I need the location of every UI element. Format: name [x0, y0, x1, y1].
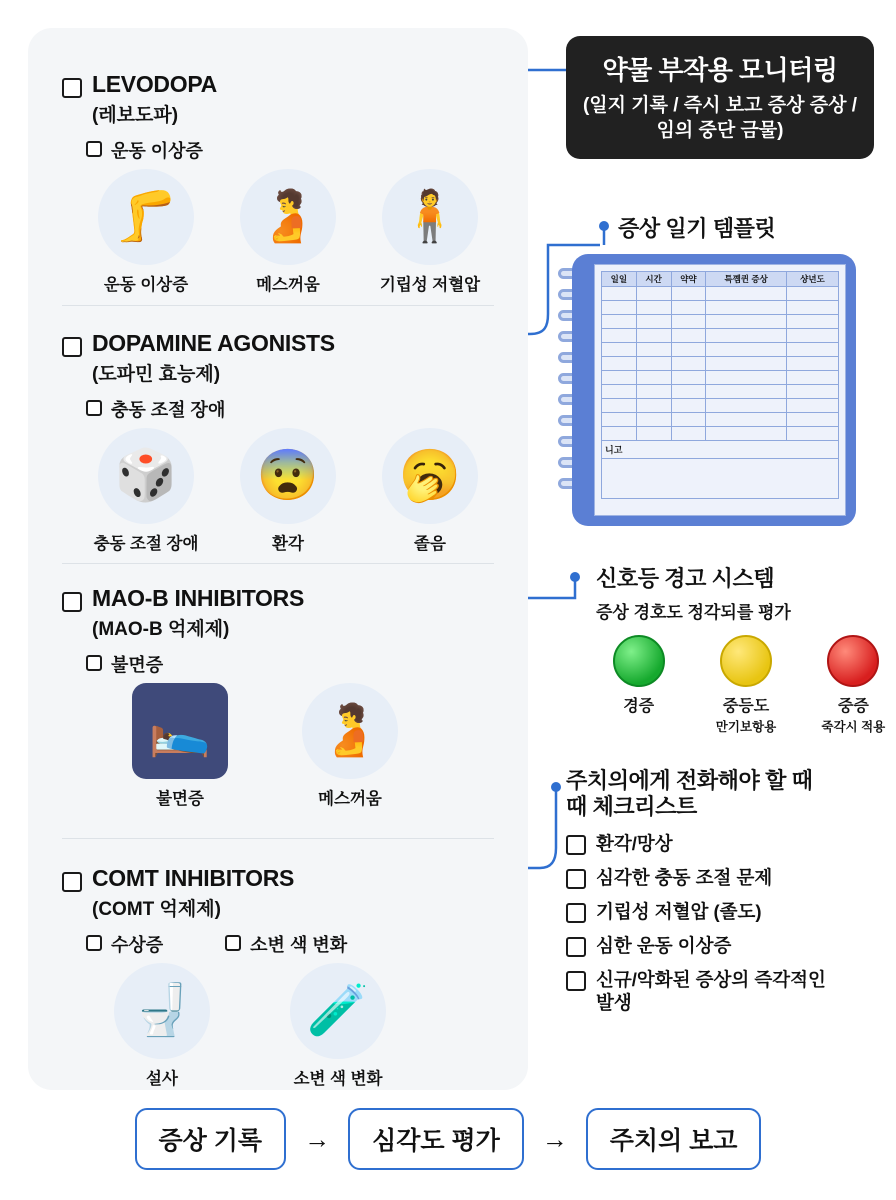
symptom-header: [28, 137, 528, 163]
symptom-icon-item: [368, 428, 492, 554]
symptom-icon-row: [28, 428, 528, 554]
diary-table: [601, 271, 839, 441]
light-sub: 죽각시 적용: [821, 720, 886, 734]
toilet-icon: 🚽: [114, 963, 210, 1059]
drug-checkbox[interactable]: [62, 78, 82, 98]
drug-checkbox[interactable]: [62, 592, 82, 612]
diary-cell[interactable]: [602, 385, 637, 399]
symptom-icon-item: [226, 428, 350, 554]
diary-cell[interactable]: [786, 301, 838, 315]
diary-cell[interactable]: [636, 413, 671, 427]
diary-row[interactable]: [602, 287, 839, 301]
symptom-label: 불면증: [111, 654, 164, 675]
insomnia-bed-icon: 🛌: [132, 683, 228, 779]
icon-caption: 설사: [146, 1069, 178, 1088]
diary-cell[interactable]: [636, 385, 671, 399]
stomach-nausea-icon: 🫄: [302, 683, 398, 779]
symptom-checkbox[interactable]: [86, 400, 102, 416]
diary-cell[interactable]: [671, 357, 706, 371]
diary-note-label: 니고: [601, 441, 839, 459]
symptom-checkbox[interactable]: [86, 141, 102, 157]
symptom-label: 충동 조절 장애: [111, 399, 226, 420]
flow-step-record[interactable]: 증상 기록: [135, 1108, 287, 1170]
shaking-legs-icon: 🦵: [98, 169, 194, 265]
diary-cell[interactable]: [786, 329, 838, 343]
diary-cell[interactable]: [636, 301, 671, 315]
drug-header: [28, 866, 528, 921]
symptom-label: 운동 이상증: [111, 140, 203, 161]
diary-row[interactable]: [602, 357, 839, 371]
drug-name: MAO-B INHIBITORS: [92, 585, 304, 611]
drug-group-dopamine-agonists: [28, 331, 528, 554]
flow-step-report[interactable]: 주치의 보고: [586, 1108, 762, 1170]
diary-col-header: 특꼠퀸 증상: [706, 272, 787, 287]
diary-col-header: 시간: [636, 272, 671, 287]
symptom-icon-item: [226, 169, 350, 295]
symptom-icon-item: [84, 169, 208, 295]
diary-cell[interactable]: [602, 413, 637, 427]
urine-sample-icon: 🧪: [290, 963, 386, 1059]
diary-cell[interactable]: [786, 315, 838, 329]
page-subtitle: (일지 기록 / 즉시 보고 증상 증상 / 임의 중단 금물): [582, 95, 858, 142]
icon-caption: 메스꺼움: [256, 275, 320, 294]
light-label: 경증: [623, 698, 655, 715]
call-doctor-section: [566, 768, 878, 1015]
symptom-diary-template: [556, 254, 856, 534]
checklist-checkbox[interactable]: [566, 971, 586, 991]
light-label: 중증: [837, 698, 869, 715]
icon-caption: 메스꺼움: [318, 789, 382, 808]
drug-name: LEVODOPA: [92, 71, 217, 97]
checklist-checkbox[interactable]: [566, 937, 586, 957]
symptom-header: [86, 931, 163, 957]
icon-caption: 소변 색 변화: [293, 1069, 383, 1088]
icon-caption: 불면증: [156, 789, 204, 808]
workflow-steps: [0, 1108, 896, 1170]
diary-cell[interactable]: [786, 385, 838, 399]
diary-row[interactable]: [602, 399, 839, 413]
diary-section-title: 증상 일기 템플릿: [618, 216, 776, 241]
diary-header-row: [602, 272, 839, 287]
diary-cell[interactable]: [786, 287, 838, 301]
diary-cell[interactable]: [786, 371, 838, 385]
light-sub: 만기보항용: [715, 720, 777, 734]
yellow-light-icon: [720, 635, 772, 687]
traffic-light-moderate[interactable]: [703, 635, 788, 735]
diary-cell[interactable]: [636, 427, 671, 441]
traffic-subtitle: 증상 경호도 정각되를 평가: [596, 603, 791, 622]
drug-name: DOPAMINE AGONISTS: [92, 330, 335, 356]
yawning-icon: 🥱: [382, 428, 478, 524]
flow-arrow-icon: →: [304, 1123, 331, 1154]
diary-cell[interactable]: [706, 357, 787, 371]
diary-cell[interactable]: [706, 413, 787, 427]
checklist-item[interactable]: [566, 832, 878, 855]
diary-cell[interactable]: [636, 315, 671, 329]
diary-row[interactable]: [602, 413, 839, 427]
diary-cell[interactable]: [602, 343, 637, 357]
diary-cell[interactable]: [671, 287, 706, 301]
diary-cell[interactable]: [786, 413, 838, 427]
diary-cell[interactable]: [636, 329, 671, 343]
diary-cell[interactable]: [786, 357, 838, 371]
diary-row[interactable]: [602, 385, 839, 399]
hallucination-icon: 😨: [240, 428, 336, 524]
symptom-header: [28, 651, 528, 677]
diary-row[interactable]: [602, 301, 839, 315]
checklist-checkbox[interactable]: [566, 869, 586, 889]
symptom-checkbox[interactable]: [86, 655, 102, 671]
diary-cell[interactable]: [671, 301, 706, 315]
divider: [62, 305, 494, 306]
diary-cell[interactable]: [786, 343, 838, 357]
diary-cell[interactable]: [602, 371, 637, 385]
diary-cell[interactable]: [706, 301, 787, 315]
checklist-label: 신규/악화된 증상의 즉각적인 발생: [596, 969, 826, 1014]
checklist-label: 기립성 저혈압 (졸도): [596, 901, 762, 923]
traffic-light-severe[interactable]: [811, 635, 896, 735]
checklist-checkbox[interactable]: [566, 903, 586, 923]
diary-cell[interactable]: [706, 399, 787, 413]
diary-cell[interactable]: [706, 371, 787, 385]
diary-cell[interactable]: [671, 371, 706, 385]
diary-cell[interactable]: [602, 399, 637, 413]
diary-cell[interactable]: [671, 329, 706, 343]
diary-cell[interactable]: [671, 427, 706, 441]
diary-cell[interactable]: [706, 287, 787, 301]
traffic-light-section: [596, 562, 896, 735]
diary-cell[interactable]: [602, 329, 637, 343]
diary-cell[interactable]: [602, 301, 637, 315]
symptom-icon-row: [28, 683, 528, 809]
symptom-header: [225, 931, 347, 957]
drug-group-mao-b-inhibitors: [28, 586, 528, 809]
traffic-lights: [596, 635, 896, 735]
diary-cell[interactable]: [636, 287, 671, 301]
red-light-icon: [827, 635, 879, 687]
symptom-checkbox[interactable]: [86, 935, 102, 951]
diary-cell[interactable]: [602, 315, 637, 329]
checklist-label: 환각/망상: [596, 832, 673, 854]
diary-col-header: 일일: [602, 272, 637, 287]
stomach-nausea-icon: 🫄: [240, 169, 336, 265]
symptom-header: [28, 396, 528, 422]
checklist-item[interactable]: [566, 866, 878, 889]
diary-cell[interactable]: [706, 427, 787, 441]
traffic-light-mild[interactable]: [596, 635, 681, 735]
dizzy-person-icon: 🧍: [382, 169, 478, 265]
drug-name-kr: (MAO-B 억제제): [92, 618, 230, 640]
checklist-item[interactable]: [566, 934, 878, 957]
drug-header: [28, 72, 528, 127]
symptom-header-row: [28, 931, 528, 957]
title-card: [566, 36, 874, 159]
diary-note-area[interactable]: [601, 459, 839, 499]
symptom-icon-row: [28, 169, 528, 295]
diary-col-header: 약약: [671, 272, 706, 287]
green-light-icon: [613, 635, 665, 687]
diary-rows[interactable]: [602, 287, 839, 441]
checklist-label: 심한 운동 이상증: [596, 935, 732, 957]
diary-col-header: 샹년도: [786, 272, 838, 287]
diary-cell[interactable]: [636, 371, 671, 385]
drug-group-comt-inhibitors: [28, 866, 528, 1089]
checklist-label: 심각한 충동 조절 문제: [596, 866, 773, 888]
icon-caption: 환각: [272, 534, 304, 553]
drug-checkbox[interactable]: [62, 872, 82, 892]
symptom-checkbox[interactable]: [225, 935, 241, 951]
shopping-gambling-icon: 🎲: [98, 428, 194, 524]
diary-cell[interactable]: [706, 315, 787, 329]
checklist-checkbox[interactable]: [566, 835, 586, 855]
diary-cell[interactable]: [636, 343, 671, 357]
diary-cell[interactable]: [671, 413, 706, 427]
drug-name-kr: (레보도파): [92, 104, 179, 126]
notebook-body: [572, 254, 856, 526]
checklist-item[interactable]: [566, 900, 878, 923]
checklist-item[interactable]: [566, 968, 878, 1014]
drug-header: [28, 586, 528, 641]
notebook-page: [594, 264, 846, 516]
diary-cell[interactable]: [671, 385, 706, 399]
symptom-icon-item: [118, 683, 242, 809]
symptom-icon-item: [84, 428, 208, 554]
icon-caption: 졸음: [414, 534, 446, 553]
symptom-label: 소변 색 변화: [250, 934, 348, 955]
divider: [62, 563, 494, 564]
drug-checkbox[interactable]: [62, 337, 82, 357]
diary-cell[interactable]: [706, 385, 787, 399]
diary-cell[interactable]: [602, 357, 637, 371]
diary-cell[interactable]: [602, 427, 637, 441]
traffic-title: 신호등 경고 시스템: [596, 566, 775, 591]
drug-side-effects-panel: [28, 28, 528, 1090]
diary-cell[interactable]: [602, 287, 637, 301]
diary-cell[interactable]: [636, 399, 671, 413]
diary-row[interactable]: [602, 343, 839, 357]
call-doctor-title-2: 때 체크리스트: [566, 794, 697, 820]
drug-group-levodopa: [28, 72, 528, 295]
diary-row[interactable]: [602, 315, 839, 329]
diary-cell[interactable]: [671, 315, 706, 329]
icon-caption: 운동 이상증: [103, 275, 189, 294]
symptom-icon-item: [100, 963, 224, 1089]
divider: [62, 838, 494, 839]
diary-cell[interactable]: [706, 343, 787, 357]
diary-row[interactable]: [602, 371, 839, 385]
diary-cell[interactable]: [786, 427, 838, 441]
drug-name: COMT INHIBITORS: [92, 865, 295, 891]
symptom-icon-item: [288, 683, 412, 809]
diary-row[interactable]: [602, 329, 839, 343]
flow-arrow-icon: →: [541, 1123, 568, 1154]
diary-cell[interactable]: [671, 399, 706, 413]
page-title: 약물 부작용 모니터링: [602, 55, 838, 85]
light-label: 중등도: [722, 698, 770, 715]
drug-header: [28, 331, 528, 386]
symptom-icon-item: [276, 963, 400, 1089]
symptom-icon-row: [28, 963, 528, 1089]
diary-row[interactable]: [602, 427, 839, 441]
drug-name-kr: (도파민 효능제): [92, 363, 221, 385]
diary-cell[interactable]: [636, 357, 671, 371]
icon-caption: 충동 조절 장애: [93, 534, 199, 553]
diary-cell[interactable]: [671, 343, 706, 357]
diary-cell[interactable]: [706, 329, 787, 343]
symptom-icon-item: [368, 169, 492, 295]
icon-caption: 기립성 저혈압: [379, 275, 481, 294]
symptom-label: 수상증: [111, 934, 164, 955]
flow-step-assess[interactable]: 심각도 평가: [348, 1108, 524, 1170]
drug-name-kr: (COMT 억제제): [92, 898, 221, 920]
call-doctor-title-1: 주치의에게 전화해야 할 때: [566, 768, 813, 793]
diary-cell[interactable]: [786, 399, 838, 413]
